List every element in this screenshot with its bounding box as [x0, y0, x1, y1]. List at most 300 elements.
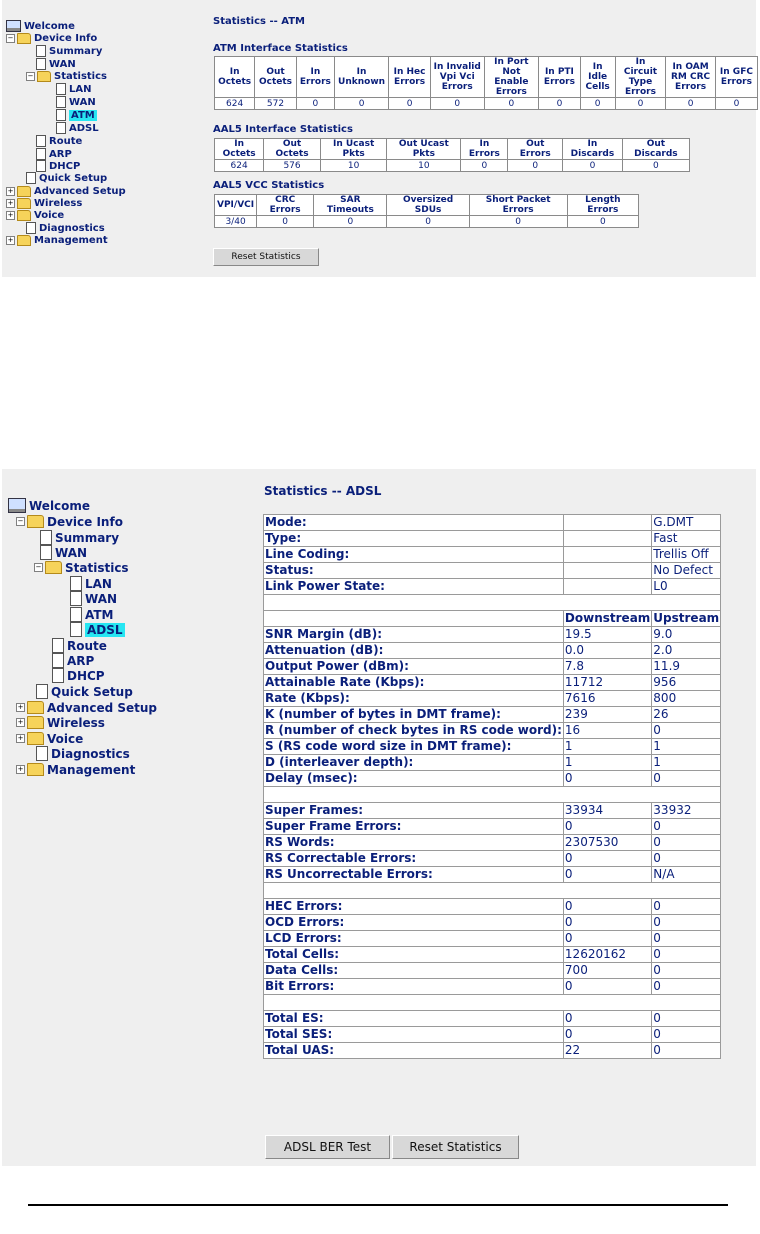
plus-icon[interactable]: +: [17, 734, 24, 742]
table-header-row: [215, 57, 758, 98]
downstream-value: 16: [563, 723, 651, 739]
table-cell: 0: [257, 216, 314, 228]
table-row: [264, 899, 721, 915]
column-header: Upstream: [653, 611, 720, 625]
page-title: Statistics -- ADSL: [264, 484, 382, 498]
upstream-value: 0: [652, 771, 721, 787]
document-icon: [26, 172, 36, 184]
row-value: Trellis Off: [652, 547, 721, 563]
table-row: [264, 867, 721, 883]
nav-dhcp[interactable]: [36, 160, 80, 172]
column-header: In Idle Cells: [580, 57, 615, 98]
nav-summary[interactable]: [40, 530, 119, 545]
document-icon: [70, 607, 82, 622]
nav-label: Summary: [55, 530, 120, 545]
nav-label: DHCP: [49, 160, 81, 172]
document-icon: [52, 638, 64, 653]
adsl-statistics-table: [263, 514, 721, 1059]
table-cell: 0: [666, 98, 716, 110]
upstream-value: 0: [652, 835, 721, 851]
row-label: Super Frame Errors:: [264, 819, 564, 835]
table-row: [264, 691, 721, 707]
downstream-value: 0: [563, 819, 651, 835]
table-cell: 10: [387, 160, 461, 172]
spacer-row: [264, 995, 721, 1011]
empty-cell: [563, 563, 651, 579]
nav-label: Voice: [47, 731, 84, 746]
document-icon: [40, 545, 52, 560]
upstream-value: 26: [652, 707, 721, 723]
nav-label-selected: ATM: [71, 109, 95, 121]
column-header: CRC Errors: [257, 195, 314, 216]
row-value: G.DMT: [652, 515, 721, 531]
spacer-row: [264, 883, 721, 899]
column-header: In Unknown: [334, 57, 388, 98]
row-label: Mode:: [264, 515, 564, 531]
downstream-value: 0: [563, 899, 651, 915]
empty-cell: [563, 579, 651, 595]
table-cell: 10: [320, 160, 386, 172]
row-label: Bit Errors:: [264, 979, 564, 995]
table-row: [264, 675, 721, 691]
nav-label: Welcome: [24, 20, 75, 32]
column-header: In Octets: [215, 57, 255, 98]
nav-stat-adsl[interactable]: [70, 622, 125, 637]
table-cell: 624: [215, 98, 255, 110]
column-header: In Port Not Enable Errors: [484, 57, 539, 98]
nav-label: WAN: [69, 96, 96, 108]
table-cell: 0: [334, 98, 388, 110]
row-label: Output Power (dBm):: [264, 659, 564, 675]
nav-label: WAN: [55, 545, 88, 560]
row-label: S (RS code word size in DMT frame):: [264, 739, 564, 755]
downstream-value: 33934: [563, 803, 651, 819]
nav-route[interactable]: [36, 135, 82, 147]
document-icon: [56, 109, 66, 121]
column-header: Out Discards: [622, 139, 689, 160]
row-label: Data Cells:: [264, 963, 564, 979]
table-cell: 0: [387, 216, 469, 228]
folder-icon: [27, 716, 44, 729]
document-icon: [36, 135, 46, 147]
document-icon: [70, 622, 82, 637]
row-label: Delay (msec):: [264, 771, 564, 787]
table-cell: 0: [567, 216, 638, 228]
downstream-value: 0: [563, 771, 651, 787]
column-header: In Octets: [215, 139, 264, 160]
row-label: LCD Errors:: [264, 931, 564, 947]
minus-icon[interactable]: −: [17, 517, 24, 525]
document-icon: [26, 222, 36, 234]
section-title: ATM Interface Statistics: [213, 43, 348, 54]
table-row: [264, 771, 721, 787]
row-label: Line Coding:: [264, 547, 564, 563]
nav-label: Route: [49, 135, 83, 147]
page-divider: [28, 1204, 728, 1206]
table-row: [215, 98, 758, 110]
column-header: Short Packet Errors: [469, 195, 567, 216]
downstream-value: 0: [563, 867, 651, 883]
minus-icon[interactable]: −: [7, 33, 14, 42]
downstream-value: 0.0: [563, 643, 651, 659]
nav-label: Diagnostics: [39, 222, 105, 234]
nav-label: Voice: [34, 209, 65, 221]
document-icon: [56, 122, 66, 134]
folder-icon: [27, 763, 44, 776]
folder-icon: [17, 210, 31, 221]
nav-route[interactable]: [52, 638, 107, 653]
adsl-statistics-screen: [2, 469, 756, 1166]
downstream-value: 7.8: [563, 659, 651, 675]
upstream-value: 0: [652, 915, 721, 931]
document-icon: [36, 160, 46, 172]
table-row: [264, 851, 721, 867]
nav-dhcp[interactable]: [52, 668, 105, 683]
downstream-value: 0: [563, 979, 651, 995]
minus-icon[interactable]: −: [35, 563, 42, 571]
table-row: [264, 531, 721, 547]
nav-diagnostics[interactable]: [26, 222, 105, 234]
row-label: Rate (Kbps):: [264, 691, 564, 707]
upstream-value: 1: [652, 739, 721, 755]
document-icon: [56, 96, 66, 108]
nav-voice[interactable]: [16, 731, 83, 746]
atm-interface-table: [214, 56, 758, 110]
table-row: [264, 563, 721, 579]
column-header: Out Octets: [264, 139, 321, 160]
plus-icon[interactable]: +: [7, 186, 14, 195]
plus-icon[interactable]: +: [7, 198, 14, 207]
nav-label: LAN: [85, 576, 112, 591]
column-header: Out Ucast Pkts: [387, 139, 461, 160]
nav-label-selected: ADSL: [87, 622, 123, 637]
document-icon: [70, 576, 82, 591]
upstream-value: 33932: [652, 803, 721, 819]
spacer-cell: [264, 883, 721, 899]
column-header: In Errors: [461, 139, 508, 160]
nav-stat-lan[interactable]: [56, 83, 91, 95]
upstream-value: 0: [652, 819, 721, 835]
nav-wireless[interactable]: [6, 197, 82, 209]
downstream-value: 12620162: [563, 947, 651, 963]
document-icon: [36, 684, 48, 699]
nav-label: Advanced Setup: [47, 700, 158, 715]
row-label: Attenuation (dB):: [264, 643, 564, 659]
downstream-value: 0: [563, 1027, 651, 1043]
row-label: RS Uncorrectable Errors:: [264, 867, 564, 883]
column-header: In Invalid Vpi Vci Errors: [430, 57, 484, 98]
table-row: [264, 915, 721, 931]
column-header: In Circuit Type Errors: [615, 57, 666, 98]
spacer-row: [264, 787, 721, 803]
nav-arp[interactable]: [52, 653, 94, 668]
column-header: In PTI Errors: [539, 57, 580, 98]
adsl-table-body: [264, 515, 721, 1059]
nav-device-info[interactable]: [16, 514, 123, 529]
column-header: In Discards: [563, 139, 623, 160]
nav-diagnostics[interactable]: [36, 746, 130, 761]
downstream-value: 1: [563, 755, 651, 771]
nav-label: WAN: [85, 591, 118, 606]
nav-label: ARP: [49, 148, 72, 160]
nav-welcome[interactable]: [6, 20, 75, 32]
downstream-value: 0: [563, 915, 651, 931]
nav-advanced-setup[interactable]: [6, 185, 126, 197]
row-label: K (number of bytes in DMT frame):: [264, 707, 564, 723]
row-label: D (interleaver depth):: [264, 755, 564, 771]
document-icon: [40, 530, 52, 545]
nav-label: ADSL: [69, 122, 99, 134]
row-label: RS Words:: [264, 835, 564, 851]
upstream-value: 0: [652, 1011, 721, 1027]
section-title: AAL5 VCC Statistics: [213, 180, 325, 191]
folder-open-icon: [45, 561, 62, 574]
nav-statistics[interactable]: [26, 70, 107, 82]
column-header-row: [264, 611, 721, 627]
nav-label: Quick Setup: [51, 684, 133, 699]
nav-quick-setup[interactable]: [26, 172, 107, 184]
reset-statistics-button[interactable]: Reset Statistics: [392, 1135, 519, 1159]
table-cell: 0: [314, 216, 387, 228]
folder-open-icon: [27, 515, 44, 528]
upstream-value: 0: [652, 963, 721, 979]
folder-open-icon: [17, 33, 31, 44]
computer-icon: [8, 498, 26, 513]
nav-wireless[interactable]: [16, 715, 105, 730]
header-cell: [264, 611, 564, 627]
plus-icon[interactable]: +: [7, 235, 14, 244]
upstream-value: 11.9: [652, 659, 721, 675]
table-cell: 0: [622, 160, 689, 172]
column-header: VPI/VCI: [215, 195, 257, 216]
nav-summary[interactable]: [36, 45, 102, 57]
folder-icon: [17, 198, 31, 209]
row-label: Status:: [264, 563, 564, 579]
table-header-row: [215, 195, 639, 216]
plus-icon[interactable]: +: [17, 765, 24, 773]
table-row: [264, 707, 721, 723]
document-icon: [70, 591, 82, 606]
nav-management[interactable]: [6, 234, 108, 246]
document-icon: [52, 653, 64, 668]
folder-icon: [27, 701, 44, 714]
aal5-interface-table: [214, 138, 690, 172]
row-label: Total SES:: [264, 1027, 564, 1043]
nav-label: Diagnostics: [51, 746, 130, 761]
nav-label: Wireless: [47, 715, 105, 730]
table-cell: 624: [215, 160, 264, 172]
column-header: Oversized SDUs: [387, 195, 469, 216]
table-row: [264, 1011, 721, 1027]
table-row: [264, 947, 721, 963]
nav-voice[interactable]: [6, 209, 64, 221]
nav-label: Quick Setup: [39, 172, 108, 184]
nav-device-info[interactable]: [6, 32, 97, 44]
table-row: [264, 659, 721, 675]
column-header: In GFC Errors: [715, 57, 757, 98]
column-header: Length Errors: [567, 195, 638, 216]
nav-quick-setup[interactable]: [36, 684, 133, 699]
nav-label: ARP: [67, 653, 95, 668]
table-row: [215, 216, 639, 228]
spacer-cell: [264, 595, 721, 611]
table-row: [264, 963, 721, 979]
row-label: OCD Errors:: [264, 915, 564, 931]
table-cell: 0: [389, 98, 431, 110]
row-label: Total UAS:: [264, 1043, 564, 1059]
downstream-value: 22: [563, 1043, 651, 1059]
upstream-value: 0: [652, 723, 721, 739]
atm-statistics-screen: [2, 0, 756, 277]
nav-arp[interactable]: [36, 148, 72, 160]
plus-icon[interactable]: +: [17, 718, 24, 726]
downstream-value: 19.5: [563, 627, 651, 643]
row-label: Total Cells:: [264, 947, 564, 963]
nav-label: Welcome: [29, 498, 91, 513]
upstream-value: 2.0: [652, 643, 721, 659]
document-icon: [36, 746, 48, 761]
column-header: In Errors: [296, 57, 334, 98]
page-title: Statistics -- ATM: [213, 16, 305, 27]
nav-label: Summary: [49, 45, 103, 57]
table-cell: 0: [508, 160, 563, 172]
upstream-value: 800: [652, 691, 721, 707]
nav-label: Device Info: [34, 32, 98, 44]
empty-cell: [563, 531, 651, 547]
row-value: Fast: [652, 531, 721, 547]
table-cell: 0: [430, 98, 484, 110]
document-icon: [36, 45, 46, 57]
table-cell: 0: [296, 98, 334, 110]
downstream-value: 11712: [563, 675, 651, 691]
nav-label: Statistics: [54, 70, 107, 82]
row-label: Attainable Rate (Kbps):: [264, 675, 564, 691]
folder-icon: [17, 186, 31, 197]
nav-label: ATM: [85, 607, 114, 622]
nav-stat-wan[interactable]: [70, 591, 117, 606]
nav-statistics[interactable]: [34, 560, 129, 575]
row-label: RS Correctable Errors:: [264, 851, 564, 867]
upstream-value: 0: [652, 1027, 721, 1043]
downstream-value: 0: [563, 851, 651, 867]
computer-icon: [6, 20, 21, 32]
nav-label: Wireless: [34, 197, 83, 209]
table-cell: 576: [264, 160, 321, 172]
reset-statistics-button[interactable]: Reset Statistics: [213, 248, 319, 266]
table-row: [264, 579, 721, 595]
document-icon: [52, 668, 64, 683]
column-header: In Hec Errors: [389, 57, 431, 98]
table-cell: 0: [715, 98, 757, 110]
table-row: [264, 723, 721, 739]
nav-management[interactable]: [16, 762, 135, 777]
downstream-value: 0: [563, 931, 651, 947]
document-icon: [36, 148, 46, 160]
table-row: [215, 160, 690, 172]
table-cell: 0: [469, 216, 567, 228]
upstream-value: 956: [652, 675, 721, 691]
nav-advanced-setup[interactable]: [16, 700, 157, 715]
column-header: Downstream: [564, 611, 651, 625]
downstream-value: 0: [563, 1011, 651, 1027]
row-label: SNR Margin (dB):: [264, 627, 564, 643]
upstream-value: 9.0: [652, 627, 721, 643]
nav-wan[interactable]: [40, 545, 87, 560]
column-header: In OAM RM CRC Errors: [666, 57, 716, 98]
upstream-value: 0: [652, 899, 721, 915]
nav-label: DHCP: [67, 668, 105, 683]
upstream-value: 0: [652, 851, 721, 867]
adsl-ber-test-button[interactable]: ADSL BER Test: [265, 1135, 390, 1159]
table-cell: 3/40: [215, 216, 257, 228]
table-row: [264, 803, 721, 819]
spacer-row: [264, 595, 721, 611]
nav-label: WAN: [49, 58, 76, 70]
table-row: [264, 1027, 721, 1043]
downstream-value: 239: [563, 707, 651, 723]
empty-cell: [563, 515, 651, 531]
nav-stat-atm[interactable]: [70, 607, 113, 622]
minus-icon[interactable]: −: [27, 71, 34, 80]
table-cell: 0: [563, 160, 623, 172]
column-header: Out Errors: [508, 139, 563, 160]
nav-stat-wan[interactable]: [56, 96, 96, 108]
spacer-cell: [264, 787, 721, 803]
table-row: [264, 547, 721, 563]
downstream-value: 7616: [563, 691, 651, 707]
row-label: Super Frames:: [264, 803, 564, 819]
nav-stat-adsl[interactable]: [56, 122, 99, 134]
nav-stat-atm[interactable]: [56, 109, 97, 121]
nav-label: Management: [34, 234, 108, 246]
column-header: Out Octets: [255, 57, 297, 98]
upstream-value: 1: [652, 755, 721, 771]
table-cell: 0: [580, 98, 615, 110]
plus-icon[interactable]: +: [17, 703, 24, 711]
upstream-value: N/A: [652, 867, 721, 883]
row-label: Total ES:: [264, 1011, 564, 1027]
table-cell: 0: [484, 98, 539, 110]
row-label: Link Power State:: [264, 579, 564, 595]
nav-label: Route: [67, 638, 107, 653]
table-cell: 0: [615, 98, 666, 110]
empty-cell: [563, 547, 651, 563]
table-row: [264, 515, 721, 531]
row-value: L0: [652, 579, 721, 595]
table-row: [264, 627, 721, 643]
table-row: [264, 819, 721, 835]
downstream-value: 1: [563, 739, 651, 755]
nav-welcome[interactable]: [8, 498, 90, 513]
table-cell: 0: [539, 98, 580, 110]
row-label: HEC Errors:: [264, 899, 564, 915]
table-row: [264, 979, 721, 995]
nav-label: Management: [47, 762, 136, 777]
section-title: AAL5 Interface Statistics: [213, 124, 353, 135]
plus-icon[interactable]: +: [7, 210, 14, 219]
downstream-value: 700: [563, 963, 651, 979]
upstream-value: 0: [652, 931, 721, 947]
column-header: SAR Timeouts: [314, 195, 387, 216]
row-label: Type:: [264, 531, 564, 547]
nav-stat-lan[interactable]: [70, 576, 112, 591]
row-value: No Defect: [652, 563, 721, 579]
spacer-cell: [264, 995, 721, 1011]
nav-wan[interactable]: [36, 58, 76, 70]
folder-icon: [27, 732, 44, 745]
nav-label: LAN: [69, 83, 92, 95]
table-cell: 572: [255, 98, 297, 110]
